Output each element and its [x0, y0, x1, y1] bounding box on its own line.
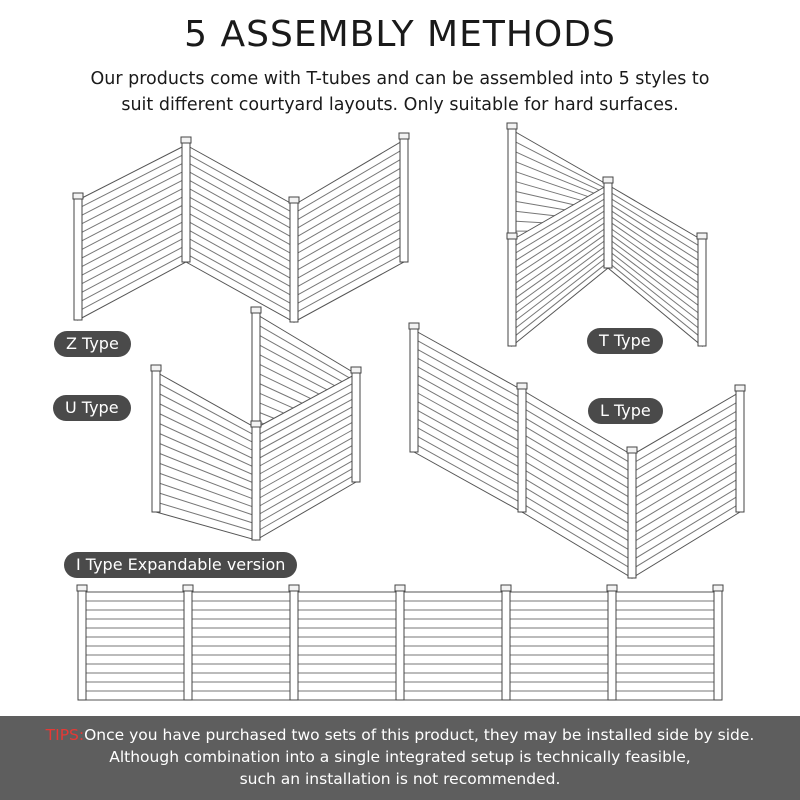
subtitle-line-1: Our products come with T-tubes and can be assembled into 5 styles to: [90, 69, 710, 89]
fence-post: [290, 202, 298, 322]
fence-post: [74, 198, 82, 320]
fence-post: [252, 426, 260, 540]
fence-post: [714, 590, 722, 700]
post-cap: [607, 585, 617, 591]
tips-line-2: Although combination into a single integrated setup is technically feasible,: [109, 748, 691, 766]
post-cap: [395, 585, 405, 591]
subtitle-line-2: suit different courtyard layouts. Only suitable for hard surfaces.: [121, 95, 679, 115]
z-type-label: Z Type: [54, 331, 131, 357]
post-cap: [627, 447, 637, 453]
fence-post: [502, 590, 510, 700]
post-cap: [73, 193, 83, 199]
fence-panel: [608, 185, 702, 346]
tips-label: TIPS:: [45, 726, 85, 744]
tips-line-3: such an installation is not recommended.: [239, 770, 561, 788]
page-title: 5 ASSEMBLY METHODS: [184, 14, 616, 55]
t-type-fence-illustration: [507, 123, 707, 346]
fence-post: [736, 390, 744, 512]
fence-post: [182, 142, 190, 262]
fence-post: [352, 372, 360, 482]
post-cap: [77, 585, 87, 591]
l-type-label: L Type: [588, 398, 663, 424]
post-cap: [289, 585, 299, 591]
post-cap: [351, 367, 361, 373]
post-cap: [151, 365, 161, 371]
fence-post: [152, 370, 160, 512]
t-type-label: T Type: [587, 328, 663, 354]
post-cap: [399, 133, 409, 139]
u-type-label: U Type: [53, 395, 131, 421]
fence-post: [508, 238, 516, 346]
post-cap: [501, 585, 511, 591]
fence-post: [410, 328, 418, 452]
post-cap: [507, 233, 517, 239]
post-cap: [409, 323, 419, 329]
u-type-fence-illustration: [151, 307, 361, 540]
post-cap: [251, 421, 261, 427]
tips-banner: [0, 716, 800, 800]
fence-post: [698, 238, 706, 346]
post-cap: [181, 137, 191, 143]
fence-post: [604, 182, 612, 268]
fence-post: [400, 138, 408, 262]
fence-post: [608, 590, 616, 700]
i-type-fence-illustration: [77, 585, 723, 700]
tips-line-1: Once you have purchased two sets of this product, they may be installed side by side.: [84, 726, 755, 744]
z-type-fence-illustration: [73, 133, 409, 322]
post-cap: [713, 585, 723, 591]
fence-post: [396, 590, 404, 700]
fence-post: [290, 590, 298, 700]
fence-post: [628, 452, 636, 578]
post-cap: [603, 177, 613, 183]
post-cap: [251, 307, 261, 313]
post-cap: [289, 197, 299, 203]
i-type-label: I Type Expandable version: [64, 552, 297, 578]
post-cap: [735, 385, 745, 391]
fence-post: [518, 388, 526, 512]
post-cap: [517, 383, 527, 389]
fence-post: [184, 590, 192, 700]
l-type-fence-illustration: [409, 323, 745, 578]
fence-post: [78, 590, 86, 700]
post-cap: [697, 233, 707, 239]
fence-panel: [156, 372, 256, 540]
post-cap: [183, 585, 193, 591]
post-cap: [507, 123, 517, 129]
